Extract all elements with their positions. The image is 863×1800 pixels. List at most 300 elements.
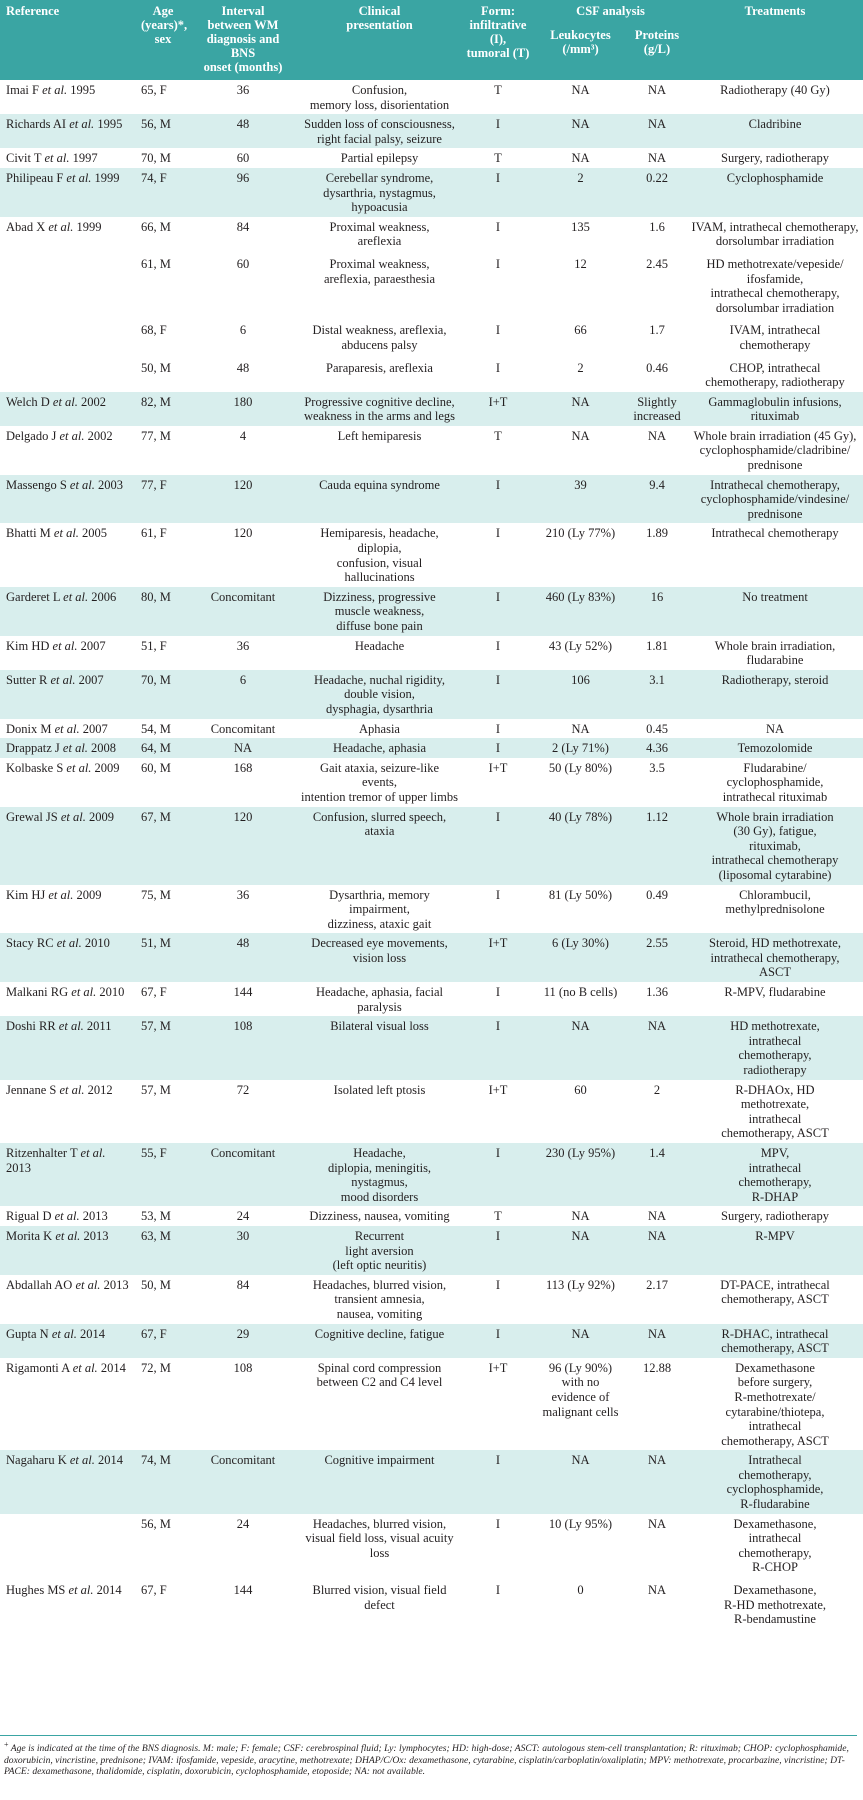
cell-reference bbox=[0, 317, 137, 354]
cell-treatments: Cyclophosphamide bbox=[726, 170, 824, 185]
cell-treatments: IVAM, intrathecal chemotherapy bbox=[729, 323, 821, 352]
cell-interval: 120 bbox=[233, 526, 253, 541]
cell-clinical: Left hemiparesis bbox=[337, 428, 422, 443]
cell-reference: Ritzenhalter T et al. 2013 bbox=[6, 1146, 106, 1175]
cell-age: 70, M bbox=[141, 151, 171, 166]
cell-age: 61, M bbox=[141, 256, 171, 271]
cell-age: 72, M bbox=[141, 1360, 171, 1375]
cell-clinical: Distal weakness, areflexia, abducens palsy bbox=[312, 323, 447, 352]
cell-reference: Massengo S et al. 2003 bbox=[6, 477, 124, 492]
cell-treatments: Dexamethasone before surgery, R-methotrexate/ cytarabine/thiotepa, intrathecal chemotherapy, ASCT bbox=[721, 1360, 829, 1448]
footnote-marker: + bbox=[4, 1740, 9, 1749]
cell-treatments: Whole brain irradiation (30 Gy), fatigue, rituximab, intrathecal chemotherapy (liposomal cytarabine) bbox=[711, 809, 839, 882]
table-row bbox=[0, 523, 863, 586]
cell-age: 50, M bbox=[141, 1277, 171, 1292]
cell-treatments: Surgery, radiotherapy bbox=[721, 151, 829, 166]
cell-treatments: No treatment bbox=[742, 589, 808, 604]
cell-proteins: 12.88 bbox=[642, 1360, 672, 1375]
cell-treatments: Steroid, HD methotrexate, intrathecal chemotherapy, ASCT bbox=[709, 936, 841, 980]
cell-clinical: Proximal weakness, areflexia, paraesthesia bbox=[323, 256, 436, 286]
cell-leukocytes: NA bbox=[571, 1326, 590, 1341]
table-row bbox=[0, 355, 863, 392]
cell-clinical: Confusion, slurred speech, ataxia bbox=[312, 809, 447, 839]
cell-form: I bbox=[495, 360, 501, 375]
cell-form: I bbox=[495, 638, 501, 653]
header-csf: CSF analysis bbox=[576, 4, 645, 18]
table-row bbox=[0, 738, 863, 758]
cell-treatments: Cladribine bbox=[748, 117, 802, 132]
cell-treatments: Surgery, radiotherapy bbox=[721, 1209, 829, 1224]
cell-interval: 48 bbox=[236, 936, 250, 951]
cell-reference: Rigual D et al. 2013 bbox=[6, 1209, 108, 1224]
cell-form: I+T bbox=[488, 1082, 508, 1097]
table-row bbox=[0, 217, 863, 251]
cell-leukocytes: NA bbox=[571, 117, 590, 132]
cell-age: 64, M bbox=[141, 741, 171, 756]
table-body bbox=[0, 80, 863, 1629]
cell-clinical: Isolated left ptosis bbox=[333, 1082, 426, 1097]
cell-proteins: 2.17 bbox=[646, 1277, 668, 1292]
cell-reference: Jennane S et al. 2012 bbox=[6, 1082, 113, 1097]
cell-form: I bbox=[495, 1277, 501, 1292]
cell-interval: 120 bbox=[233, 809, 253, 824]
cell-reference: Kim HD et al. 2007 bbox=[6, 638, 106, 653]
cell-form: I bbox=[495, 1583, 501, 1598]
cell-clinical: Headaches, blurred vision, visual field loss, visual acuity loss bbox=[305, 1516, 454, 1560]
cell-clinical: Dysarthria, memory impairment, dizziness, ataxic gait bbox=[327, 887, 432, 931]
cell-treatments: Dexamethasone, R-HD methotrexate, R-bendamustine bbox=[723, 1583, 827, 1627]
cell-reference: Rigamonti A et al. 2014 bbox=[6, 1360, 126, 1375]
cell-form: I bbox=[495, 526, 501, 541]
table-row bbox=[0, 1080, 863, 1143]
cell-form: I bbox=[495, 1453, 501, 1468]
header-leukocytes: Leukocytes (/mm³) bbox=[550, 27, 611, 56]
cell-interval: 84 bbox=[236, 1277, 250, 1292]
cell-age: 67, F bbox=[141, 1583, 167, 1598]
table-row bbox=[0, 1514, 863, 1577]
header-clinical: Clinical presentation bbox=[346, 4, 413, 32]
cell-age: 60, M bbox=[141, 760, 171, 775]
cell-interval: 144 bbox=[233, 985, 253, 1000]
cell-leukocytes: NA bbox=[571, 83, 590, 97]
cell-proteins: NA bbox=[647, 1453, 667, 1468]
cell-age: 50, M bbox=[141, 360, 171, 375]
cell-reference: Morita K et al. 2013 bbox=[6, 1228, 109, 1243]
cell-treatments: Intrathecal chemotherapy, cyclophosphamide/vindesine/ prednisone bbox=[700, 477, 850, 521]
cell-form: I bbox=[495, 219, 501, 234]
cell-age: 77, M bbox=[141, 428, 171, 443]
cell-interval: 96 bbox=[236, 170, 250, 185]
cell-leukocytes: NA bbox=[571, 1453, 590, 1468]
cell-form: T bbox=[494, 83, 502, 97]
cell-age: 57, M bbox=[141, 1082, 171, 1097]
table-row bbox=[0, 885, 863, 934]
cell-treatments: R-DHAOx, HD methotrexate, intrathecal chemotherapy, ASCT bbox=[721, 1082, 829, 1141]
cell-interval: 36 bbox=[236, 887, 250, 902]
cell-form: I bbox=[495, 721, 501, 736]
cell-interval: 84 bbox=[236, 219, 250, 234]
cell-form: I bbox=[495, 1326, 501, 1341]
cell-interval: 36 bbox=[236, 83, 250, 97]
table-row bbox=[0, 80, 863, 114]
cell-age: 70, M bbox=[141, 672, 171, 687]
table-row bbox=[0, 758, 863, 807]
cell-proteins: NA bbox=[647, 1019, 667, 1034]
cell-clinical: Headache, aphasia bbox=[333, 741, 426, 756]
cell-age: 67, F bbox=[141, 1326, 167, 1341]
cell-form: I bbox=[495, 323, 501, 338]
cell-leukocytes: 106 bbox=[571, 672, 590, 687]
cell-leukocytes: 66 bbox=[574, 323, 587, 338]
cell-proteins: 2.55 bbox=[646, 936, 668, 951]
cell-proteins: 1.4 bbox=[649, 1146, 665, 1160]
cell-clinical: Cognitive decline, fatigue bbox=[314, 1326, 445, 1341]
header-reference: Reference bbox=[6, 4, 60, 18]
cell-leukocytes: NA bbox=[571, 428, 590, 443]
cell-proteins: NA bbox=[647, 1326, 667, 1341]
cell-leukocytes: 11 (no B cells) bbox=[543, 985, 618, 1000]
cell-age: 74, F bbox=[141, 170, 167, 185]
cell-proteins: NA bbox=[647, 83, 667, 97]
cell-clinical: Spinal cord compression between C2 and C4 level bbox=[316, 1360, 443, 1390]
cell-interval: 60 bbox=[236, 151, 250, 166]
cell-clinical: Partial epilepsy bbox=[340, 151, 419, 166]
cell-treatments: Radiotherapy, steroid bbox=[721, 672, 829, 687]
cell-interval: 144 bbox=[233, 1583, 253, 1598]
cell-leukocytes: NA bbox=[571, 1209, 590, 1224]
table-row bbox=[0, 114, 863, 148]
cell-leukocytes: 460 (Ly 83%) bbox=[545, 589, 616, 604]
cell-leukocytes: 39 bbox=[574, 477, 587, 492]
table-row bbox=[0, 148, 863, 168]
cell-treatments: Dexamethasone, intrathecal chemotherapy, R-CHOP bbox=[733, 1516, 817, 1575]
cell-proteins: 3.5 bbox=[649, 760, 665, 775]
cell-treatments: CHOP, intrathecal chemotherapy, radiotherapy bbox=[705, 360, 845, 390]
cell-leukocytes: 2 (Ly 71%) bbox=[552, 741, 609, 756]
cell-form: I bbox=[495, 117, 501, 132]
cell-proteins: 0.49 bbox=[646, 887, 668, 902]
cell-interval: 36 bbox=[236, 638, 250, 653]
cell-form: I bbox=[495, 1516, 501, 1531]
cell-age: 53, M bbox=[141, 1209, 171, 1224]
cell-age: 66, M bbox=[141, 219, 171, 234]
table-row bbox=[0, 1206, 863, 1226]
cell-leukocytes: 12 bbox=[574, 256, 587, 271]
cell-interval: 180 bbox=[233, 394, 253, 409]
table-row bbox=[0, 251, 863, 317]
cell-form: T bbox=[494, 1209, 502, 1224]
cell-interval: Concomitant bbox=[210, 1453, 276, 1468]
cell-proteins: NA bbox=[647, 1583, 667, 1598]
cell-proteins: 1.81 bbox=[646, 638, 668, 653]
header-age: Age (years)*, sex bbox=[141, 4, 188, 46]
cell-form: I bbox=[495, 1146, 501, 1160]
cell-reference: Abdallah AO et al. 2013 bbox=[6, 1277, 129, 1292]
table-row bbox=[0, 982, 863, 1016]
cell-age: 65, F bbox=[141, 83, 167, 97]
cell-clinical: Decreased eye movements, vision loss bbox=[311, 936, 448, 965]
cell-proteins: 1.89 bbox=[646, 526, 668, 541]
table-row bbox=[0, 1226, 863, 1275]
table-row bbox=[0, 807, 863, 885]
cell-age: 77, F bbox=[141, 477, 167, 492]
cell-proteins: NA bbox=[647, 117, 667, 132]
cell-form: I bbox=[495, 170, 501, 185]
cell-leukocytes: NA bbox=[571, 721, 590, 736]
cell-proteins: 9.4 bbox=[649, 477, 665, 492]
cell-reference: Bhatti M et al. 2005 bbox=[6, 526, 108, 541]
cell-form: I bbox=[495, 589, 501, 604]
table-row bbox=[0, 392, 863, 426]
cell-clinical: Proximal weakness, areflexia bbox=[329, 219, 430, 249]
cell-clinical: Headaches, blurred vision, transient amnesia, nausea, vomiting bbox=[312, 1277, 447, 1321]
table-row bbox=[0, 475, 863, 524]
cell-clinical: Paraparesis, areflexia bbox=[326, 360, 433, 375]
cell-proteins: 0.22 bbox=[646, 170, 668, 185]
table-row bbox=[0, 1577, 863, 1629]
cell-reference: Grewal JS et al. 2009 bbox=[6, 809, 114, 824]
cell-proteins: 1.7 bbox=[649, 323, 665, 338]
table-row bbox=[0, 1016, 863, 1079]
cell-interval: 24 bbox=[236, 1209, 250, 1224]
cell-age: 55, F bbox=[141, 1146, 167, 1160]
cell-interval: 168 bbox=[233, 760, 253, 775]
cell-leukocytes: 113 (Ly 92%) bbox=[546, 1277, 615, 1292]
cell-interval: 24 bbox=[236, 1516, 250, 1531]
cell-proteins: NA bbox=[647, 151, 667, 166]
cell-age: 80, M bbox=[141, 589, 171, 604]
cell-leukocytes: 50 (Ly 80%) bbox=[548, 760, 613, 775]
table-header bbox=[0, 0, 863, 80]
cell-reference: Nagaharu K et al. 2014 bbox=[6, 1453, 123, 1468]
cell-proteins: NA bbox=[647, 1516, 667, 1531]
cell-leukocytes: 2 bbox=[577, 170, 584, 185]
cell-proteins: 0.45 bbox=[646, 721, 668, 736]
cell-clinical: Aphasia bbox=[359, 721, 400, 736]
cell-reference: Drappatz J et al. 2008 bbox=[6, 741, 117, 756]
cell-interval: 6 bbox=[239, 323, 247, 338]
cell-treatments: IVAM, intrathecal chemotherapy, dorsolumbar irradiation bbox=[691, 219, 859, 249]
cell-clinical: Gait ataxia, seizure-like events, intention tremor of upper limbs bbox=[301, 760, 458, 804]
cell-form: T bbox=[494, 151, 502, 166]
cell-treatments: Intrathecal chemotherapy bbox=[711, 526, 839, 541]
cell-age: 57, M bbox=[141, 1019, 171, 1034]
cell-leukocytes: 230 (Ly 95%) bbox=[545, 1146, 616, 1160]
cell-age: 51, F bbox=[141, 638, 167, 653]
cell-form: I bbox=[495, 477, 501, 492]
cell-leukocytes: NA bbox=[571, 1228, 590, 1243]
cell-age: 63, M bbox=[141, 1228, 171, 1243]
cell-treatments: R-DHAC, intrathecal chemotherapy, ASCT bbox=[721, 1326, 829, 1356]
cell-interval: 30 bbox=[236, 1228, 250, 1243]
header-interval: Interval between WM diagnosis and BNS onset (months) bbox=[203, 4, 283, 74]
cell-age: 74, M bbox=[141, 1453, 171, 1468]
cell-age: 75, M bbox=[141, 887, 171, 902]
table-row bbox=[0, 1324, 863, 1358]
cell-reference: Welch D et al. 2002 bbox=[6, 394, 107, 409]
cell-interval: 48 bbox=[236, 117, 250, 132]
cell-form: I bbox=[495, 887, 501, 902]
cell-reference: Hughes MS et al. 2014 bbox=[6, 1583, 122, 1598]
cell-interval: 4 bbox=[239, 428, 247, 443]
cell-reference: Doshi RR et al. 2011 bbox=[6, 1019, 112, 1034]
table-row bbox=[0, 1358, 863, 1451]
cell-form: I bbox=[495, 985, 501, 1000]
cell-reference bbox=[0, 1514, 137, 1577]
cell-leukocytes: 135 bbox=[571, 219, 590, 234]
cell-clinical: Cognitive impairment bbox=[324, 1453, 435, 1468]
cell-clinical: Dizziness, progressive muscle weakness, diffuse bone pain bbox=[323, 589, 436, 633]
cell-interval: 60 bbox=[236, 256, 250, 271]
cell-reference: Gupta N et al. 2014 bbox=[6, 1326, 105, 1341]
cell-proteins: NA bbox=[647, 428, 667, 443]
cell-interval: Concomitant bbox=[210, 1146, 276, 1160]
cell-age: 56, M bbox=[141, 1516, 171, 1531]
cell-leukocytes: 40 (Ly 78%) bbox=[548, 809, 613, 824]
cell-age: 67, F bbox=[141, 985, 167, 1000]
cell-leukocytes: 96 (Ly 90%) with no evidence of malignant cells bbox=[542, 1360, 619, 1419]
cell-reference: Garderet L et al. 2006 bbox=[6, 589, 117, 604]
cell-treatments: Whole brain irradiation (45 Gy), cyclophosphamide/cladribine/ prednisone bbox=[693, 428, 857, 473]
cell-clinical: Dizziness, nausea, vomiting bbox=[309, 1209, 450, 1224]
cell-clinical: Blurred vision, visual field defect bbox=[312, 1583, 447, 1612]
cell-treatments: MPV, intrathecal chemotherapy, R-DHAP bbox=[738, 1146, 812, 1204]
cell-reference: Civit T et al. 1997 bbox=[6, 151, 98, 166]
cell-leukocytes: 0 bbox=[577, 1583, 584, 1598]
cell-age: 54, M bbox=[141, 721, 171, 736]
cell-leukocytes: NA bbox=[571, 1019, 590, 1034]
cell-interval: 48 bbox=[236, 360, 250, 375]
cell-form: I bbox=[495, 1228, 501, 1243]
cell-leukocytes: 43 (Ly 52%) bbox=[548, 638, 613, 653]
cell-treatments: HD methotrexate, intrathecal chemotherapy, radiotherapy bbox=[730, 1019, 820, 1078]
cell-clinical: Headache bbox=[354, 638, 405, 653]
cell-reference: Philipeau F et al. 1999 bbox=[6, 170, 120, 185]
table-row bbox=[0, 587, 863, 636]
cell-age: 68, F bbox=[141, 323, 167, 338]
cell-leukocytes: NA bbox=[571, 151, 590, 166]
cell-reference: Sutter R et al. 2007 bbox=[6, 672, 104, 687]
cell-proteins: Slightly increased bbox=[633, 394, 681, 424]
cell-leukocytes: 81 (Ly 50%) bbox=[548, 887, 613, 902]
cell-reference: Abad X et al. 1999 bbox=[6, 219, 102, 234]
cell-treatments: R-MPV, fludarabine bbox=[724, 985, 826, 1000]
table-row bbox=[0, 636, 863, 670]
cell-treatments: Chlorambucil, methylprednisolone bbox=[725, 887, 825, 917]
cell-proteins: 1.36 bbox=[646, 985, 668, 1000]
cell-treatments: R-MPV bbox=[755, 1228, 795, 1243]
cell-form: T bbox=[494, 428, 502, 443]
cell-form: I+T bbox=[488, 760, 508, 775]
cell-interval: 108 bbox=[233, 1019, 253, 1034]
cell-reference: Delgado J et al. 2002 bbox=[6, 428, 113, 443]
cell-form: I+T bbox=[488, 394, 508, 409]
table-row bbox=[0, 168, 863, 217]
table-row bbox=[0, 933, 863, 982]
cell-treatments: NA bbox=[765, 721, 785, 736]
cell-proteins: NA bbox=[647, 1209, 667, 1224]
cell-age: 82, M bbox=[141, 394, 171, 409]
table-row bbox=[0, 1143, 863, 1206]
cell-form: I bbox=[495, 741, 501, 756]
cell-interval: 72 bbox=[236, 1082, 250, 1097]
cell-leukocytes: 10 (Ly 95%) bbox=[548, 1516, 613, 1531]
cell-clinical: Cerebellar syndrome, dysarthria, nystagmus, hypoacusia bbox=[323, 170, 436, 215]
cell-age: 61, F bbox=[141, 526, 167, 541]
cell-leukocytes: 6 (Ly 30%) bbox=[552, 936, 609, 951]
footnote-text: Age is indicated at the time of the BNS diagnosis. M: male; F: female; CSF: cerebrospinal fluid; Ly: lymphocytes; HD: high-dose; ASCT: autologous stem-cell transplantation; R: rituximab; CHOP: cyclophosphamide, doxorubicin, vincristine, prednisone; IVAM: ifosfamide, vepeside, aracytine, methotrexate; DHAP/C/Ox: dexamethasone, cytarabine, cisplatin/carboplatin/oxaliplatin; MPV: methotrexate, procarbazine, vincristine; DT-PACE: dexamethasone, thalidomide, cisplatin, doxorubicin, cyclophosphamide, etoposide; NA: not available. bbox=[4, 1743, 849, 1778]
cell-clinical: Sudden loss of consciousness, right facial palsy, seizure bbox=[304, 117, 455, 146]
cell-treatments: Temozolomide bbox=[737, 741, 813, 756]
table-row bbox=[0, 670, 863, 719]
table-row bbox=[0, 719, 863, 739]
cell-interval: 120 bbox=[233, 477, 253, 492]
cell-interval: 6 bbox=[239, 672, 247, 687]
cell-proteins: 0.46 bbox=[646, 360, 668, 375]
cell-treatments: Whole brain irradiation, fludarabine bbox=[714, 638, 836, 668]
cell-form: I+T bbox=[488, 1360, 508, 1375]
cell-interval: NA bbox=[233, 741, 253, 756]
cell-proteins: 2.45 bbox=[646, 256, 668, 271]
table-row bbox=[0, 426, 863, 475]
cell-proteins: 1.6 bbox=[649, 219, 665, 234]
cell-reference: Richards AI et al. 1995 bbox=[6, 117, 123, 132]
header-treatments: Treatments bbox=[744, 4, 806, 18]
cell-interval: Concomitant bbox=[210, 589, 276, 604]
cell-form: I bbox=[495, 256, 501, 271]
cell-interval: 108 bbox=[233, 1360, 253, 1375]
cell-treatments: HD methotrexate/vepeside/ ifosfamide, intrathecal chemotherapy, dorsolumbar irradiation bbox=[706, 256, 844, 315]
cell-proteins: 3.1 bbox=[649, 672, 665, 687]
table-row bbox=[0, 317, 863, 354]
cell-clinical: Recurrent light aversion (left optic neuritis) bbox=[332, 1228, 427, 1273]
cell-treatments: Fludarabine/ cyclophosphamide, intrathecal rituximab bbox=[722, 760, 828, 804]
header-form: Form: infiltrative (I), tumoral (T) bbox=[466, 4, 530, 60]
cell-clinical: Hemiparesis, headache, diplopia, confusion, visual hallucinations bbox=[320, 526, 439, 585]
cell-form: I+T bbox=[488, 936, 508, 951]
cell-form: I bbox=[495, 809, 501, 824]
cell-proteins: 1.12 bbox=[646, 809, 668, 824]
cell-interval: Concomitant bbox=[210, 721, 276, 736]
cell-proteins: 16 bbox=[650, 589, 664, 604]
cell-treatments: Intrathecal chemotherapy, cyclophosphamide, R-fludarabine bbox=[726, 1453, 824, 1512]
cell-reference: Kolbaske S et al. 2009 bbox=[6, 760, 120, 775]
cell-leukocytes: NA bbox=[571, 394, 590, 409]
cell-form: I bbox=[495, 672, 501, 687]
cell-clinical: Progressive cognitive decline, weakness in the arms and legs bbox=[303, 394, 455, 424]
header-proteins: Proteins (g/L) bbox=[634, 27, 680, 56]
cell-proteins: NA bbox=[647, 1228, 667, 1243]
cell-reference bbox=[0, 355, 137, 392]
cell-age: 56, M bbox=[141, 117, 171, 132]
cell-age: 67, M bbox=[141, 809, 171, 824]
cell-leukocytes: 60 bbox=[574, 1082, 587, 1097]
cell-clinical: Confusion, memory loss, disorientation bbox=[309, 83, 450, 112]
cell-treatments: DT-PACE, intrathecal chemotherapy, ASCT bbox=[720, 1277, 830, 1307]
cell-proteins: 2 bbox=[653, 1082, 661, 1097]
cell-reference: Kim HJ et al. 2009 bbox=[6, 887, 102, 902]
cell-leukocytes: 2 bbox=[577, 360, 584, 375]
cell-clinical: Bilateral visual loss bbox=[330, 1019, 429, 1034]
cell-clinical: Headache, diplopia, meningitis, nystagmus, mood disorders bbox=[327, 1146, 432, 1204]
table-footnote bbox=[0, 1735, 857, 1778]
cell-age: 51, M bbox=[141, 936, 171, 951]
cell-reference: Malkani RG et al. 2010 bbox=[6, 985, 125, 1000]
cell-reference bbox=[0, 251, 137, 317]
cell-clinical: Headache, aphasia, facial paralysis bbox=[315, 985, 443, 1014]
cell-treatments: Gammaglobulin infusions, rituximab bbox=[708, 394, 842, 424]
cell-interval: 29 bbox=[236, 1326, 250, 1341]
